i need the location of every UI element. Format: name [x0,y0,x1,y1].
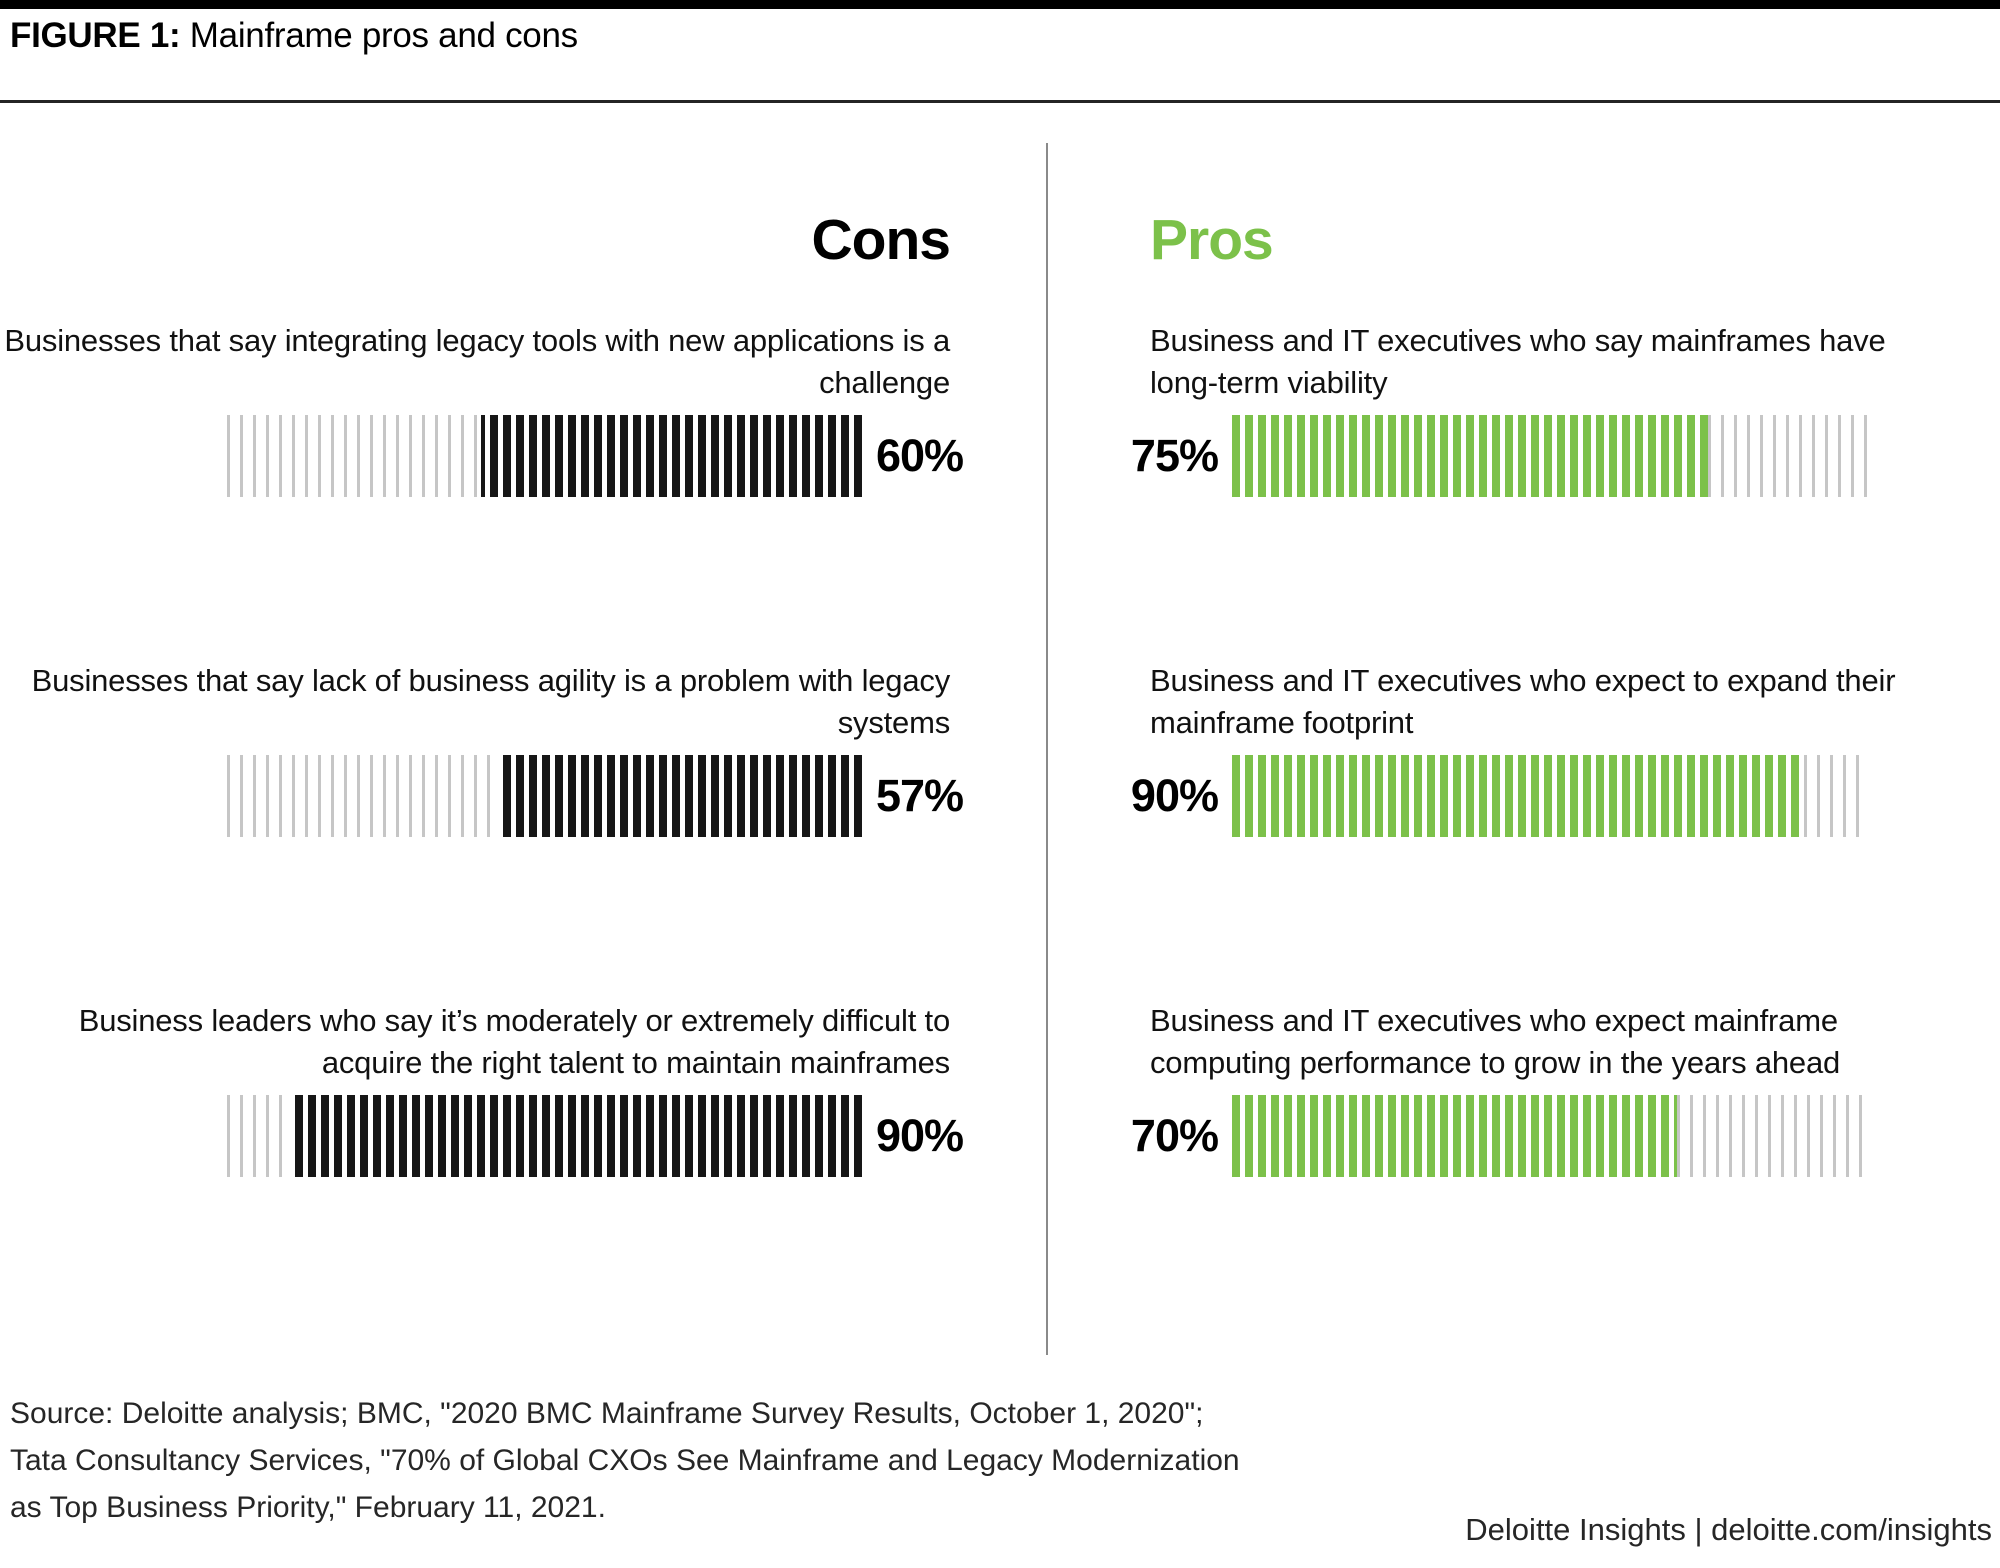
pros-item-2-value: 90% [1130,770,1218,821]
pros-item-3-bar-row [1128,1095,1867,1177]
column-divider-line [1046,143,1048,1355]
bar-unfilled-ticks [227,755,500,837]
cons-item-2-value: 57% [876,770,964,821]
source-line-1: Source: Deloitte analysis; BMC, "2020 BMC Mainframe Survey Results, October 1, 2020"; [10,1397,1204,1430]
cons-item-1-label: Businesses that say integrating legacy tools with new applications is a challenge [4,323,950,400]
deloitte-insights-attribution: Deloitte Insights | deloitte.com/insights [1465,1512,1992,1547]
bar-filled-ticks [1232,415,1708,497]
cons-item-2-bar-row [227,755,963,837]
pros-item-3-label: Business and IT executives who expect mainframe computing performance to grow in the years ahead [1150,1003,1841,1080]
bar-unfilled-ticks [1677,1095,1868,1177]
bar-unfilled-ticks [227,1095,291,1177]
bar-filled-ticks [291,1095,863,1177]
cons-item-3-bar-row [227,1095,963,1177]
pros-item-3-value: 70% [1130,1110,1218,1161]
figure-title-prefix: FIGURE 1: [10,16,181,55]
bar-filled-ticks [500,755,862,837]
bar-filled-ticks [1232,1095,1677,1177]
pros-column-header: Pros [1150,208,1273,272]
pros-item-1-bar [1232,415,1867,497]
cons-column-header: Cons [811,208,950,272]
bar-filled-ticks [481,415,862,497]
bar-unfilled-ticks [227,415,481,497]
cons-item-1-bar [227,415,862,497]
source-note [10,1390,1240,1531]
cons-item-2-label: Businesses that say lack of business agility is a problem with legacy systems [31,663,950,740]
source-line-2: Tata Consultancy Services, "70% of Global CXOs See Mainframe and Legacy Modernization [10,1444,1240,1477]
pros-item-1-value: 75% [1130,430,1218,481]
top-black-rule [0,0,2000,9]
pros-item-2-label: Business and IT executives who expect to expand their mainframe footprint [1150,663,1896,740]
pros-item-1-bar-row [1128,415,1867,497]
cons-item-3-bar [227,1095,862,1177]
bar-unfilled-ticks [1804,755,1868,837]
pros-item-2-bar [1232,755,1867,837]
pros-item-2-bar-row [1128,755,1867,837]
figure-title-text: Mainframe pros and cons [180,16,578,55]
bar-filled-ticks [1232,755,1804,837]
cons-item-1-bar-row [227,415,963,497]
figure-title [10,16,578,56]
cons-item-3-label: Business leaders who say it’s moderately or extremely difficult to acquire the right talent to maintain mainframes [78,1003,950,1080]
bar-unfilled-ticks [1708,415,1867,497]
title-divider-rule [0,100,2000,103]
cons-item-3-value: 90% [876,1110,964,1161]
source-line-3: as Top Business Priority," February 11, 2021. [10,1491,606,1524]
cons-item-2-bar [227,755,862,837]
pros-item-3-bar [1232,1095,1867,1177]
pros-item-1-label: Business and IT executives who say mainframes have long-term viability [1150,323,1886,400]
cons-item-1-value: 60% [876,430,964,481]
